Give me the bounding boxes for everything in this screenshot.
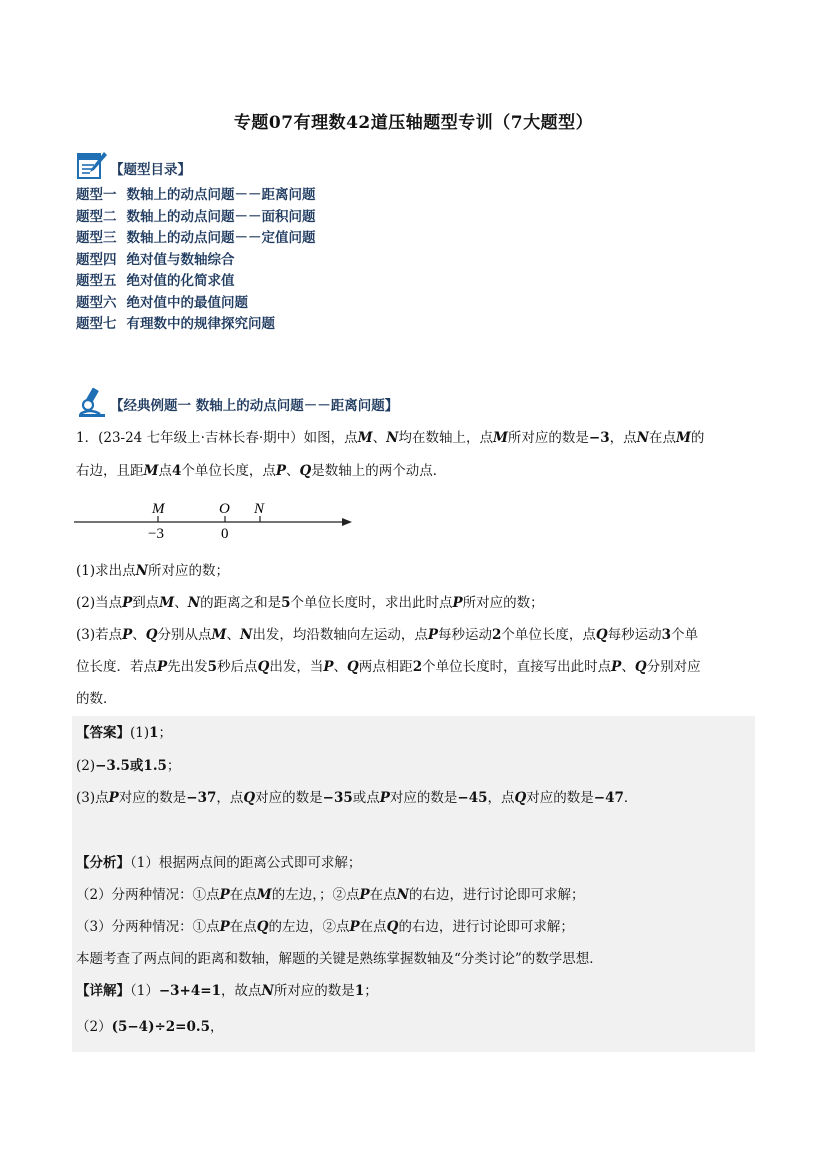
question-line: 1．(23-24 七年级上·吉林长春·期中）如图，点M、N均在数轴上，点M所对应的数是−3，点N在点M的: [76, 430, 705, 446]
question-line: 右边，且距M点4个单位长度，点P、Q是数轴上的两个动点．: [76, 463, 447, 479]
answer-line: 【答案】(1)1；: [76, 725, 173, 741]
toc-heading: [76, 150, 191, 180]
toc-item[interactable]: 题型五 绝对值的化简求值: [76, 273, 235, 289]
toc-list: [76, 185, 316, 336]
point-label-n: N: [254, 501, 265, 517]
point-label-o: O: [219, 501, 230, 517]
toc-item[interactable]: 题型二 数轴上的动点问题－－面积问题: [76, 208, 316, 225]
detail-line: 【详解】（1）−3+4=1，故点N所对应的数是1；: [76, 983, 378, 999]
tick-label: −3: [148, 526, 164, 542]
point-label-m: M: [152, 501, 165, 517]
toc-item[interactable]: 题型三 数轴上的动点问题－－定值问题: [76, 230, 316, 246]
section-heading: [76, 386, 398, 418]
toc-item[interactable]: 题型四 绝对值与数轴综合: [76, 251, 235, 268]
microscope-icon: [76, 386, 108, 418]
number-line-figure: [70, 496, 360, 542]
detail-line: （2）(5−4)÷2=0.5，: [76, 1019, 224, 1035]
toc-item[interactable]: 题型六 绝对值中的最值问题: [76, 294, 248, 311]
section-heading-text: 【经典例题一 数轴上的动点问题－－距离问题】: [110, 398, 399, 414]
axis-arrow-icon: [342, 518, 352, 526]
toc-item[interactable]: 题型七 有理数中的规律探究问题: [76, 316, 275, 332]
question-part: 的数．: [76, 691, 117, 707]
answer-line: (3)点P对应的数是−37，点Q对应的数是−35或点P对应的数是−45，点Q对应的数是−47．: [76, 790, 638, 806]
analysis-line: （3）分两种情况：①点P在点Q的左边，②点P在点Q的右边，进行讨论即可求解；: [76, 919, 574, 935]
notepad-pencil-icon: [76, 150, 108, 180]
toc-heading-text: 【题型目录】: [110, 162, 191, 178]
answer-line: (2)−3.5或1.5；: [76, 758, 181, 774]
tick-label: 0: [221, 526, 229, 542]
analysis-line: 本题考查了两点间的距离和数轴，解题的关键是熟练掌握数轴及“分类讨论”的数学思想．: [76, 951, 603, 967]
analysis-line: （2）分两种情况：①点P在点M的左边，；②点P在点N的右边，进行讨论即可求解；: [76, 887, 585, 903]
toc-item[interactable]: 题型一 数轴上的动点问题－－距离问题: [76, 187, 316, 203]
question-part: (2)当点P到点M、N的距离之和是5个单位长度时，求出此时点P所对应的数；: [76, 595, 544, 611]
analysis-line: 【分析】（1）根据两点间的距离公式即可求解；: [76, 855, 362, 871]
question-part: 位长度．若点P先出发5秒后点Q出发，当P、Q两点相距2个单位长度时，直接写出此时点P、Q分别对应: [76, 659, 701, 675]
question-part: (3)若点P、Q分别从点M、N出发，均沿数轴向左运动，点P每秒运动2个单位长度，点Q每秒运动3个单: [76, 627, 699, 643]
question-part: (1)求出点N所对应的数；: [76, 563, 229, 579]
page-title: 专题07有理数42道压轴题型专训（7大题型）: [233, 113, 594, 133]
